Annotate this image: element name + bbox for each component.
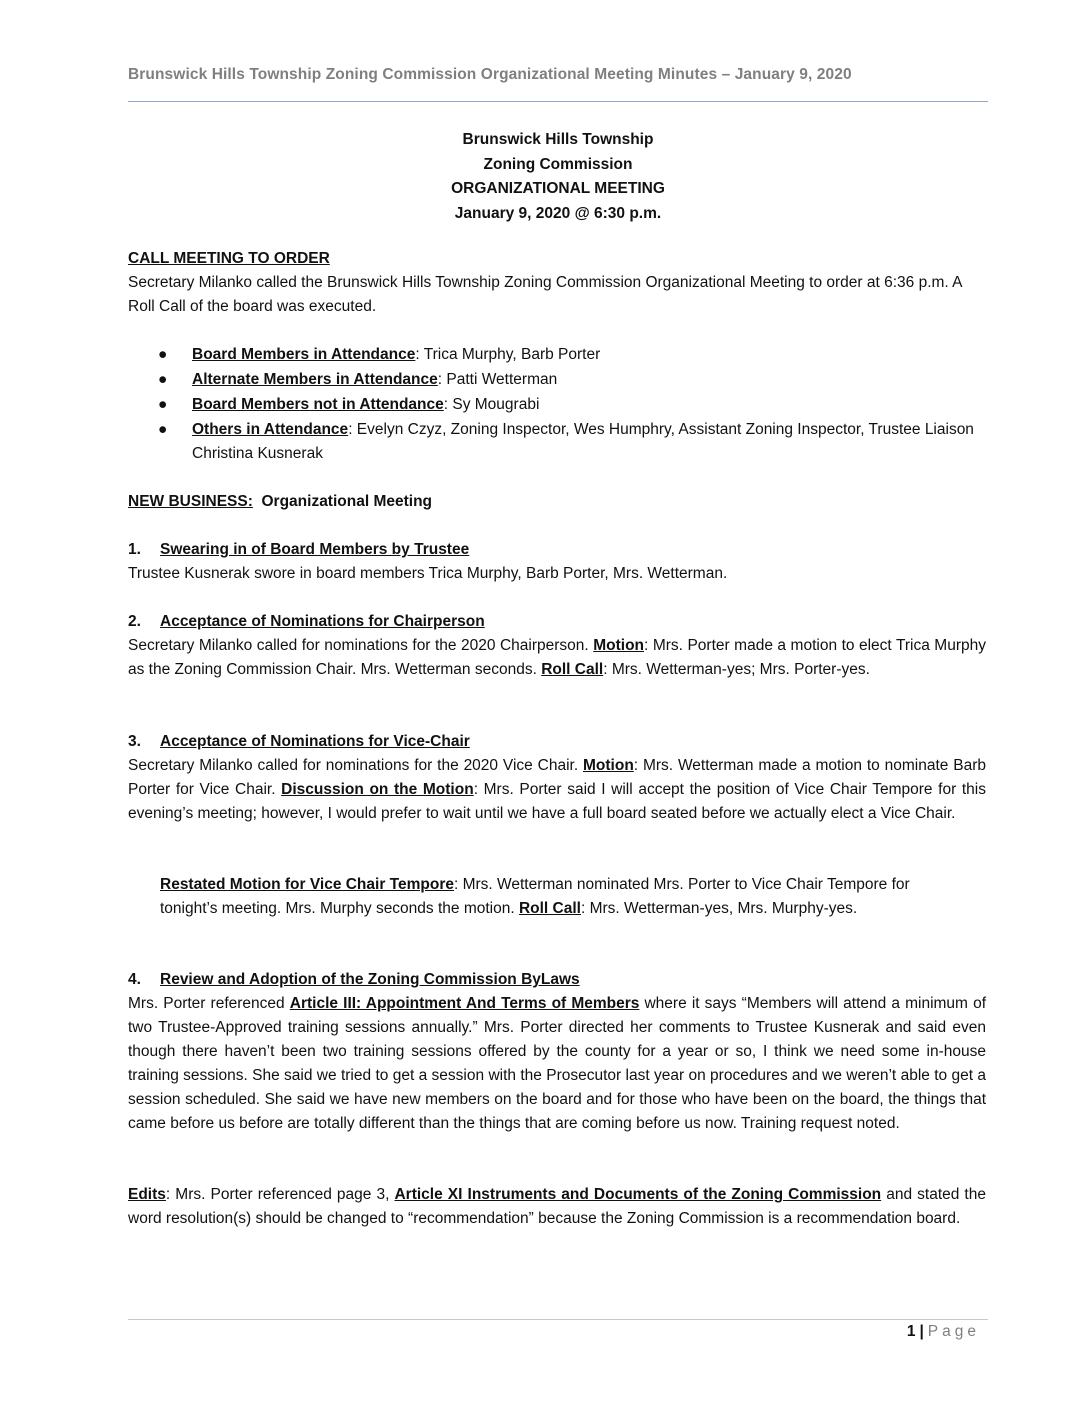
page-footer	[128, 1323, 980, 1341]
edits-text: Edits: Mrs. Porter referenced page 3, Article XI Instruments and Documents of the Zoning Commission and stated the word resolution(s) should be changed to “recommendation” because the Zoning Commission is a recommendation board.	[128, 1186, 986, 1227]
item-4-text: Mrs. Porter referenced Article III: Appointment And Terms of Members where it says “Members will attend a minimum of two Trustee-Approved training sessions annually.” Mrs. Porter directed her comments to Trustee Kusnerak and said even though there haven’t been two training sessions offered by the county for a year or so, I think we need some in-house training sessions. She said we tried to get a session with the Prosecutor last year on procedures and we weren’t able to get a session scheduled. She said we have new members on the board and for those who have been on the board, the things that came before us before are totally different than the things that are coming before us now. Training request noted.	[128, 995, 986, 1132]
call-to-order-text: Secretary Milanko called the Brunswick Hills Township Zoning Commission Organizational Meeting to order at 6:36 p.m. A Roll Call of the board was executed.	[128, 274, 962, 315]
restated-motion-text: Restated Motion for Vice Chair Tempore: Mrs. Wetterman nominated Mrs. Porter to Vice Chair Tempore for tonight’s meeting. Mrs. Murphy seconds the motion. Roll Call: Mrs. Wetterman-yes, Mrs. Murphy-yes.	[160, 876, 910, 917]
bullet-icon: ●	[158, 371, 168, 388]
new-business-heading: NEW BUSINESS: Organizational Meeting	[128, 493, 433, 510]
attendance-item: ● Others in Attendance: Evelyn Czyz, Zoning Inspector, Wes Humphry, Assistant Zoning Inspector, Trustee Liaison Christina Kusnerak	[128, 418, 986, 466]
call-to-order-heading-text: CALL MEETING TO ORDER	[128, 250, 330, 267]
item-4-heading: 4. Review and Adoption of the Zoning Commission ByLaws	[128, 971, 580, 988]
page-label: Page	[927, 1323, 980, 1340]
title-line-3: ORGANIZATIONAL MEETING	[451, 180, 665, 197]
page-number: 1	[906, 1323, 916, 1340]
attendance-item: ● Alternate Members in Attendance: Patti Wetterman	[128, 368, 986, 392]
title-line-2: Zoning Commission	[483, 155, 633, 173]
title-line-1: Brunswick Hills Township	[462, 131, 654, 148]
item-3-heading: 3. Acceptance of Nominations for Vice-Chair	[128, 733, 470, 750]
header-rule	[128, 101, 988, 102]
bullet-icon: ●	[158, 396, 168, 413]
item-1-heading: 1. Swearing in of Board Members by Trustee	[128, 541, 470, 558]
page-separator: |	[919, 1323, 924, 1340]
bullet-icon: ●	[158, 346, 168, 363]
item-1-text: Trustee Kusnerak swore in board members Trica Murphy, Barb Porter, Mrs. Wetterman.	[128, 565, 728, 582]
title-block	[128, 128, 988, 226]
attendance-item: ● Board Members not in Attendance: Sy Mougrabi	[128, 393, 986, 417]
item-2-text: Secretary Milanko called for nominations for the 2020 Chairperson. Motion: Mrs. Porter made a motion to elect Trica Murphy as the Zoning Commission Chair. Mrs. Wetterman seconds. Roll Call: Mrs. Wetterman-yes; Mrs. Porter-yes.	[128, 637, 986, 678]
item-3-text: Secretary Milanko called for nominations for the 2020 Vice Chair. Motion: Mrs. Wetterman made a motion to nominate Barb Porter for Vice Chair. Discussion on the Motion: Mrs. Porter said I will accept the position of Vice Chair Tempore for this evening’s meeting; however, I would prefer to wait until we have a full board seated before we actually elect a Vice Chair.	[128, 757, 986, 822]
bullet-icon: ●	[158, 421, 168, 438]
running-header: Brunswick Hills Township Zoning Commission Organizational Meeting Minutes – January 9, 2020	[128, 66, 852, 83]
call-to-order-heading	[128, 247, 986, 271]
title-line-4: January 9, 2020 @ 6:30 p.m.	[454, 204, 662, 222]
item-2-heading: 2. Acceptance of Nominations for Chairperson	[128, 613, 485, 630]
attendance-list	[128, 343, 986, 467]
footer-rule	[128, 1319, 988, 1320]
attendance-item: ● Board Members in Attendance: Trica Murphy, Barb Porter	[128, 343, 986, 367]
